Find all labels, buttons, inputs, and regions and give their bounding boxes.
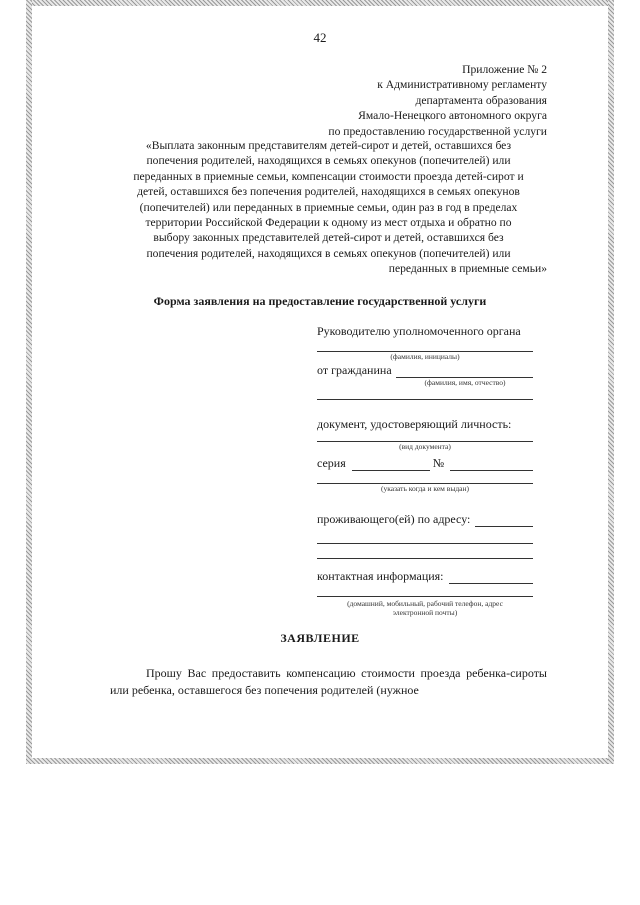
address-block xyxy=(317,512,533,559)
address-line xyxy=(475,515,533,527)
page-border-bottom xyxy=(26,758,614,764)
from-line-2 xyxy=(317,399,533,400)
service-line: переданных в приемные семьи» xyxy=(388,262,547,276)
page-number: 42 xyxy=(313,30,327,45)
number-label: № xyxy=(432,456,445,470)
service-line: попечения родителей, находящихся в семьях опекунов (попечителей) или xyxy=(146,154,511,168)
address-label: проживающего(ей) по адресу: xyxy=(317,512,471,526)
contact-block xyxy=(317,569,533,617)
series-block xyxy=(317,456,533,493)
series-row xyxy=(317,456,533,471)
address-line-2 xyxy=(317,543,533,544)
appendix-line: к Административному регламенту xyxy=(377,78,547,92)
service-name xyxy=(110,138,547,277)
doc-hint: (вид документа) xyxy=(399,442,451,451)
service-line: детей, оставшихся без попечения родителей, находящихся в семьях опекунов xyxy=(137,185,520,199)
service-line: территории Российской Федерации к одному из мест отдыха и обратно по xyxy=(145,216,512,230)
doc-label: документ, удостоверяющий личность: xyxy=(317,417,512,431)
from-line xyxy=(396,366,533,378)
contact-label: контактная информация: xyxy=(317,569,444,583)
from-label: от гражданина xyxy=(317,363,392,377)
from-hint: (фамилия, имя, отчество) xyxy=(424,378,506,387)
head-hint: (фамилия, инициалы) xyxy=(390,352,460,361)
series-label: серия xyxy=(317,456,346,470)
statement-body: Прошу Вас предоставить компенсацию стоимости проезда ребенка-сироты или ребенка, оставшегося без попечения родителей (нужное xyxy=(110,666,547,697)
contact-hint-line: электронной почты) xyxy=(392,608,458,617)
contact-hint xyxy=(317,599,533,617)
service-line: переданных в приемные семьи, компенсации стоимости проезда детей-сирот и xyxy=(133,169,524,183)
contact-line-2 xyxy=(317,596,533,597)
service-line: (попечителей) или переданных в приемные семьи, один раз в год в пределах xyxy=(139,200,518,214)
issued-hint: (указать когда и кем выдан) xyxy=(380,484,470,493)
service-line: попечения родителей, находящихся в семьях опекунов (попечителей) или xyxy=(146,246,511,260)
service-line: «Выплата законным представителям детей-сирот и детей, оставшихся без xyxy=(145,139,512,152)
addressee-block xyxy=(317,324,533,361)
series-line xyxy=(352,459,430,471)
address-row xyxy=(317,512,533,527)
address-line-3 xyxy=(317,558,533,559)
number-line xyxy=(450,459,533,471)
page-border-left xyxy=(26,0,32,764)
page-border-top xyxy=(26,0,614,6)
appendix-header xyxy=(117,62,547,139)
from-block xyxy=(317,363,533,400)
contact-row xyxy=(317,569,533,584)
appendix-line: Приложение № 2 xyxy=(462,63,547,76)
service-line: выбору законных представителей детей-сирот и детей, оставшихся без xyxy=(153,231,504,245)
head-label: Руководителю уполномоченного органа xyxy=(317,324,521,338)
appendix-line: Ямало-Ненецкого автономного округа xyxy=(358,109,547,123)
appendix-line: департамента образования xyxy=(415,93,547,107)
statement-title: ЗАЯВЛЕНИЕ xyxy=(280,631,360,645)
contact-hint-line: (домашний, мобильный, рабочий телефон, адрес xyxy=(347,599,503,608)
form-title: Форма заявления на предоставление государственной услуги xyxy=(153,294,487,308)
from-row xyxy=(317,363,533,378)
document-block xyxy=(317,417,533,451)
page-border-right xyxy=(608,0,614,764)
appendix-line: по предоставлению государственной услуги xyxy=(328,124,547,138)
contact-line xyxy=(449,572,533,584)
